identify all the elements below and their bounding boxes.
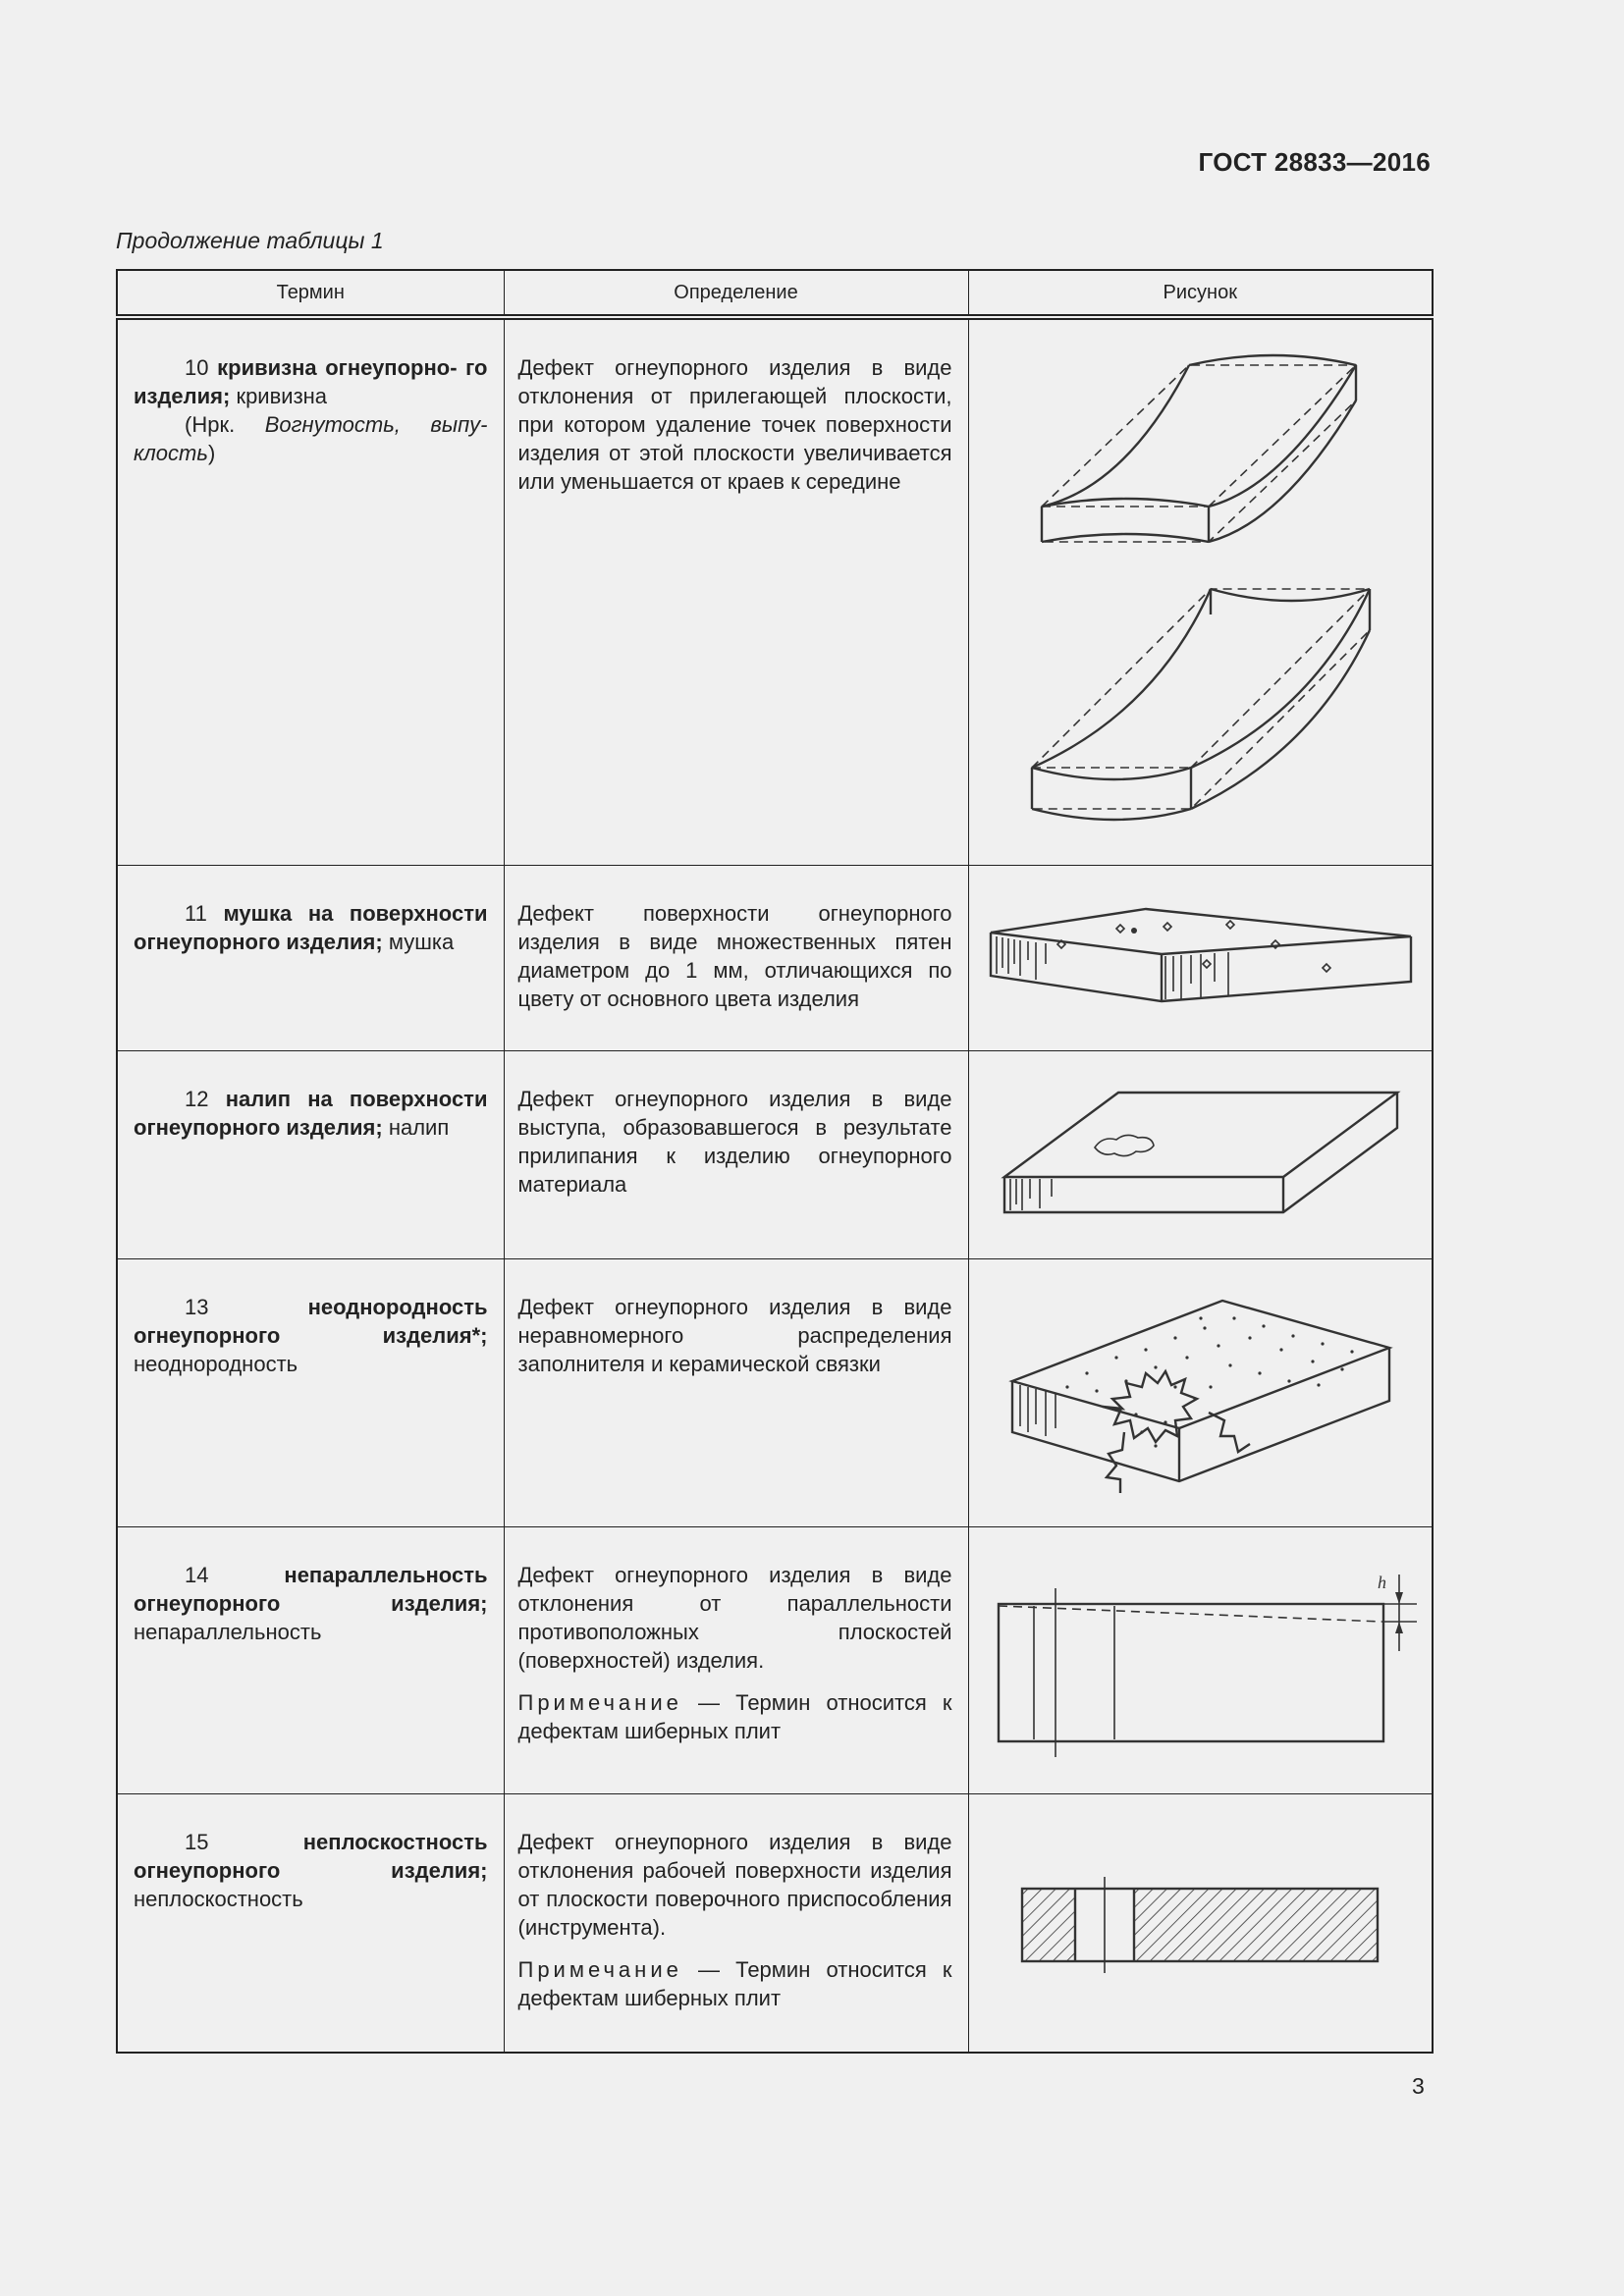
table-row [117, 1259, 1433, 1527]
note [518, 1955, 952, 2012]
note-text: — Термин относится к дефектам шиберных плит [517, 1957, 952, 2010]
table-row [117, 1051, 1433, 1259]
term-cell [117, 866, 504, 1051]
convex-brick-drawing [1042, 355, 1356, 542]
figure-cell [968, 866, 1433, 1051]
definition-cell [504, 317, 968, 866]
term-bold-text: непараллельность огнеупорного изделия; [134, 1563, 488, 1616]
height-label: h [1377, 1573, 1386, 1592]
table-row [117, 1794, 1433, 2053]
term-bold-text: го изделия; [134, 355, 488, 408]
term-short-name: мушка [382, 930, 455, 954]
term-bold-text: налип на поверхности огнеупорного изделия; [134, 1087, 488, 1140]
page-number: 3 [1412, 2073, 1425, 2099]
nrk-prefix: (Нрк. [185, 412, 265, 437]
definition-cell [504, 1794, 968, 2053]
term-short-name: налип [382, 1115, 450, 1140]
definition-text: Дефект огнеупорного изделия в виде отклонения от параллельности противоположных плоскостей (поверхностей) изделия. [517, 1563, 952, 1673]
term-short-name: неплоскостность [134, 1887, 303, 1911]
term-cell [117, 1527, 504, 1794]
term-short-name: неоднородность [134, 1352, 298, 1376]
table-header-row [117, 270, 1433, 317]
column-header-definition: Определение [504, 270, 968, 317]
figure-cell [968, 317, 1433, 866]
definition-text: Дефект поверхности огнеупорного изделия в виде множественных пятен диаметром до 1 мм, отличающихся по цвету от основного цвета изделия [517, 901, 952, 1011]
term-cell [117, 1051, 504, 1259]
nrk-term: Вогнутость, выпу-клость [134, 412, 488, 465]
hatched-section-figure [969, 1794, 1433, 2051]
column-header-figure: Рисунок [968, 270, 1433, 317]
definition-text: Дефект огнеупорного изделия в виде отклонения от прилегающей плоскости, при котором удаление точек поверхности изделия от этой плоскости увеличивается или уменьшается от краев к середине [517, 355, 952, 494]
terms-table [116, 269, 1434, 2054]
non-parallel-plate-figure [969, 1527, 1433, 1792]
definition-text: Дефект огнеупорного изделия в виде неравномерного распределения заполнителя и керамической связки [517, 1295, 952, 1376]
document-number: ГОСТ 28833—2016 [1198, 147, 1431, 177]
figure-cell [968, 1794, 1433, 2053]
table-row [117, 317, 1433, 866]
definition-cell [504, 1259, 968, 1527]
slab-with-adhesion-figure [969, 1051, 1433, 1257]
term-short-name: непараллельность [134, 1620, 322, 1644]
spotted-slab-figure [969, 866, 1433, 1049]
definition-text: Дефект огнеупорного изделия в виде выступа, образовавшегося в результате прилипания к изделию огнеупорного материала [517, 1087, 952, 1197]
nrk-suffix: ) [207, 441, 216, 465]
table-row [117, 1527, 1433, 1794]
definition-cell [504, 866, 968, 1051]
term-bold-text: неплоскостность огнеупорного изделия; [134, 1830, 488, 1883]
term-number: 15 [185, 1830, 209, 1854]
inhomogeneous-block-figure [969, 1259, 1433, 1525]
note-text: — Термин относится к дефектам шиберных плит [517, 1690, 952, 1743]
term-number: 12 [185, 1087, 209, 1111]
note-label: Примечание [517, 1957, 682, 1982]
definition-cell [504, 1527, 968, 1794]
term-cell [117, 1259, 504, 1527]
term-number: 10 [185, 355, 209, 380]
term-number: 13 [185, 1295, 209, 1319]
column-header-term: Термин [117, 270, 504, 317]
term-number: 11 [185, 901, 207, 926]
term-bold-text: кривизна огнеупорно- [217, 355, 458, 380]
term-bold-text: неоднородность огнеупорного изделия*; [134, 1295, 488, 1348]
definition-text: Дефект огнеупорного изделия в виде отклонения рабочей поверхности изделия от плоскости поверочного приспособления (инструмента). [517, 1830, 952, 1940]
curved-brick-figure [969, 320, 1433, 865]
figure-cell [968, 1527, 1433, 1794]
term-short-name: кривизна [230, 384, 328, 408]
figure-cell [968, 1051, 1433, 1259]
note [518, 1688, 952, 1745]
term-bold-text: мушка на поверхности огнеупорного изделия; [134, 901, 488, 954]
definition-cell [504, 1051, 968, 1259]
concave-brick-drawing [1032, 589, 1370, 820]
table-caption: Продолжение таблицы 1 [116, 228, 384, 253]
term-cell [117, 1794, 504, 2053]
note-label: Примечание [517, 1690, 682, 1715]
term-cell [117, 317, 504, 866]
term-number: 14 [185, 1563, 209, 1587]
figure-cell [968, 1259, 1433, 1527]
table-row [117, 866, 1433, 1051]
